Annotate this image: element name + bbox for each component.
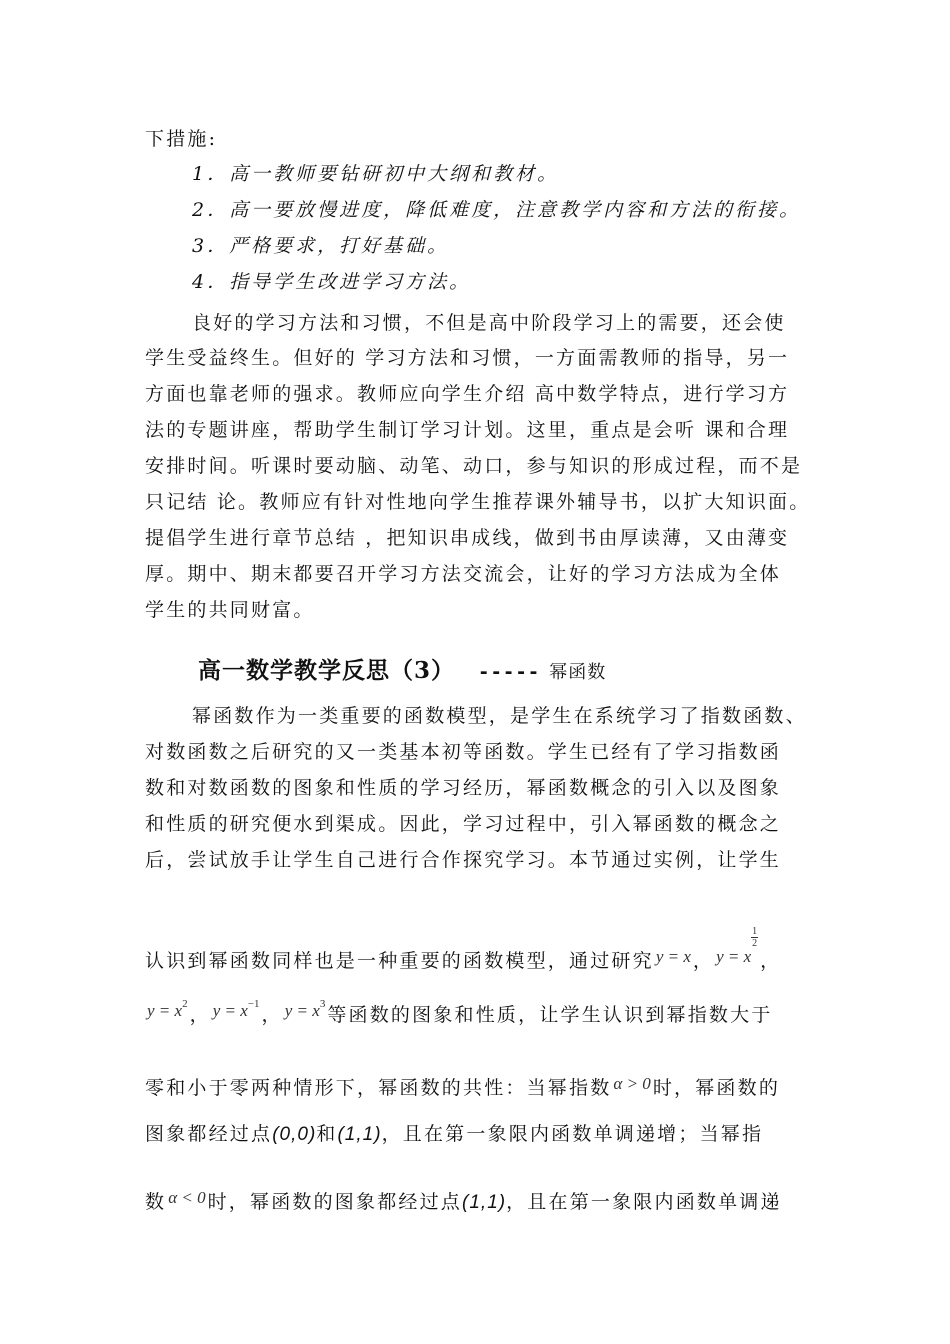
line-text: 时，幂函数的图象都经过点 — [207, 1191, 463, 1213]
paragraph-line: 和性质的研究便水到渠成。因此，学习过程中，引入幂函数的概念之 — [145, 813, 782, 835]
paragraph-line-math — [145, 1070, 780, 1100]
paragraph-line: 学生受益终生。但好的 学习方法和习惯，一方面需教师的指导，另一 — [145, 347, 790, 369]
paragraph-line-math — [145, 990, 773, 1026]
formula-exponent: −1 — [247, 998, 260, 1010]
formula-base: y = x — [147, 1001, 183, 1020]
section-heading-topic: 幂函数 — [549, 662, 607, 683]
formula-y-equals-x-cubed — [284, 998, 326, 1020]
section-heading-dashes: ----- — [478, 661, 541, 683]
formula-alpha-greater-zero: α > 0 — [613, 1074, 651, 1093]
paragraph-line: 只记结 论。教师应有针对性地向学生推荐课外辅导书，以扩大知识面。 — [145, 491, 811, 513]
fraction-denominator: 2 — [752, 938, 758, 949]
formula-exponent: 3 — [319, 998, 326, 1010]
paragraph-line: 提倡学生进行章节总结 ，把知识串成线，做到书由厚读薄，又由薄变 — [145, 527, 790, 549]
paragraph-line: 学生的共同财富。 — [145, 599, 315, 621]
point-origin: (0,0) — [272, 1124, 317, 1145]
line-text: 时，幂函数的 — [652, 1077, 781, 1099]
separator: ， — [760, 950, 782, 972]
separator: ， — [189, 1004, 211, 1026]
list-item-1: 1．高一教师要钻研初中大纲和教材。 — [192, 163, 560, 185]
line-text: 数 — [145, 1191, 167, 1213]
point-one-one: (1,1) — [462, 1192, 507, 1213]
separator: ， — [261, 1004, 283, 1026]
point-one-one: (1,1) — [337, 1124, 382, 1145]
paragraph-line: 下措施: — [145, 128, 218, 150]
list-item-2: 2．高一要放慢进度，降低难度，注意教学内容和方法的衔接。 — [192, 199, 802, 221]
line-text: 图象都经过点 — [145, 1123, 273, 1145]
list-item-3: 3．严格要求，打好基础。 — [192, 235, 450, 257]
separator: ， — [692, 950, 715, 972]
paragraph-line: 后，尝试放手让学生自己进行合作探究学习。本节通过实例，让学生 — [145, 849, 782, 871]
paragraph-line: 方面也靠老师的强求。教师应向学生介绍 高中数学特点，进行学习方 — [145, 383, 790, 405]
paragraph-line-math — [145, 1120, 763, 1150]
list-item-4: 4．指导学生改进学习方法。 — [192, 271, 472, 293]
line-text: 认识到幂函数同样也是一种重要的函数模型，通过研究 — [145, 950, 654, 972]
formula-base: y = x — [284, 1001, 320, 1020]
paragraph-line: 对数函数之后研究的又一类基本初等函数。学生已经有了学习指数函 — [145, 741, 782, 763]
formula-y-equals-x-inverse — [212, 998, 260, 1020]
paragraph-line-math — [145, 926, 782, 972]
line-text: 零和小于零两种情形下，幂函数的共性：当幂指数 — [145, 1077, 612, 1099]
formula-base: y = x — [212, 1001, 248, 1020]
paragraph-line: 厚。期中、期末都要召开学习方法交流会，让好的学习方法成为全体 — [145, 563, 782, 585]
line-text: ，且在第一象限内函数单调递增；当幂指 — [381, 1123, 764, 1145]
formula-y-equals-x-half — [716, 926, 758, 966]
formula-fraction-exponent — [751, 926, 758, 949]
line-text: 和 — [316, 1123, 338, 1145]
fraction-numerator: 1 — [752, 926, 758, 937]
paragraph-line: 良好的学习方法和习惯，不但是高中阶段学习上的需要，还会使 — [192, 312, 786, 334]
formula-y-equals-x-squared — [147, 998, 188, 1020]
paragraph-line: 法的专题讲座，帮助学生制订学习计划。这里，重点是会听 课和合理 — [145, 419, 790, 441]
paragraph-line: 幂函数作为一类重要的函数模型，是学生在系统学习了指数函数、 — [192, 705, 807, 727]
line-text: 等函数的图象和性质，让学生认识到幂指数大于 — [327, 1004, 773, 1026]
paragraph-line: 安排时间。听课时要动脑、动笔、动口，参与知识的形成过程，而不是 — [145, 455, 803, 477]
section-heading-title: 高一数学教学反思（3） — [198, 657, 456, 684]
formula-y-equals-x: y = x — [655, 947, 691, 966]
formula-alpha-less-zero: α < 0 — [168, 1188, 206, 1207]
paragraph-line-math — [145, 1184, 782, 1214]
formula-exponent: 2 — [182, 998, 188, 1010]
formula-base: y = x — [716, 947, 752, 966]
section-heading — [198, 654, 606, 688]
paragraph-line: 数和对数函数的图象和性质的学习经历，幂函数概念的引入以及图象 — [145, 777, 782, 799]
line-text: ，且在第一象限内函数单调递 — [506, 1191, 782, 1213]
